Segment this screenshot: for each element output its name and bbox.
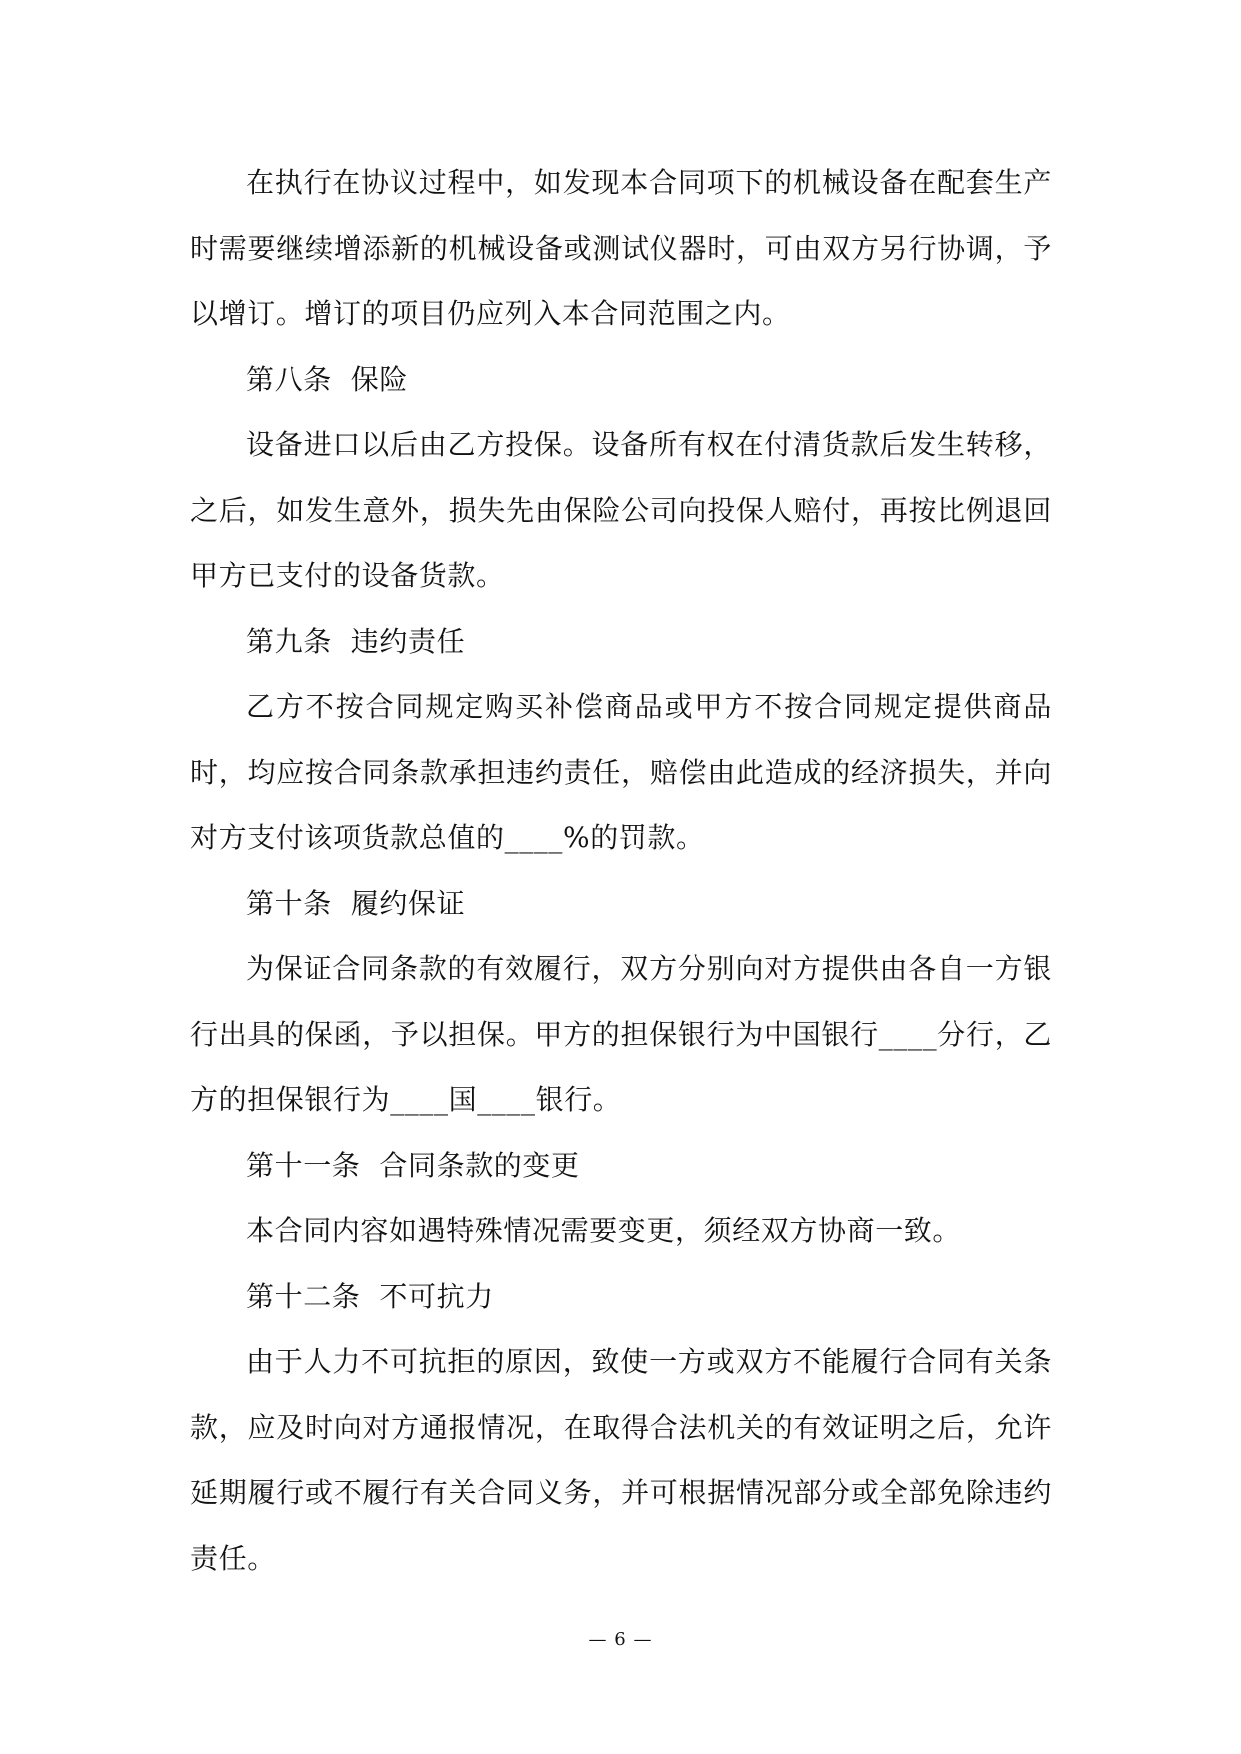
paragraph-contract-amendment: 本合同内容如遇特殊情况需要变更，须经双方协商一致。 [246, 1214, 962, 1247]
article-8-heading: 第八条 保险 [246, 362, 409, 396]
paragraph-supplementary-order: 在执行在协议过程中，如发现本合同项下的机械设备在配套生产时需要继续增添新的机械设备或测试仪器时，可由双方另行协调，予以增订。增订的项目仍应列入本合同范围之内。 [190, 166, 1052, 330]
paragraph-breach-liability: 乙方不按合同规定购买补偿商品或甲方不按合同规定提供商品时，均应按合同条款承担违约责任，赔偿由此造成的经济损失，并向对方支付该项货款总值的____%的罚款。 [190, 690, 1052, 854]
page-number: — 6 — [588, 1629, 653, 1650]
paragraph-performance-guarantee: 为保证合同条款的有效履行，双方分别向对方提供由各自一方银行出具的保函，予以担保。甲方的担保银行为中国银行____分行，乙方的担保银行为____国____银行。 [190, 952, 1052, 1116]
article-11-heading: 第十一条 合同条款的变更 [246, 1148, 580, 1182]
paragraph-force-majeure: 由于人力不可抗拒的原因，致使一方或双方不能履行合同有关条款，应及时向对方通报情况，在取得合法机关的有效证明之后，允许延期履行或不履行有关合同义务，并可根据情况部分或全部免除违约责任。 [190, 1345, 1052, 1575]
paragraph-insurance: 设备进口以后由乙方投保。设备所有权在付清货款后发生转移，之后，如发生意外，损失先由保险公司向投保人赔付，再按比例退回甲方已支付的设备货款。 [190, 428, 1052, 592]
contract-page-body [190, 150, 1052, 1591]
article-10-heading: 第十条 履约保证 [246, 886, 466, 920]
article-9-heading: 第九条 违约责任 [246, 624, 466, 658]
article-12-heading: 第十二条 不可抗力 [246, 1279, 494, 1313]
